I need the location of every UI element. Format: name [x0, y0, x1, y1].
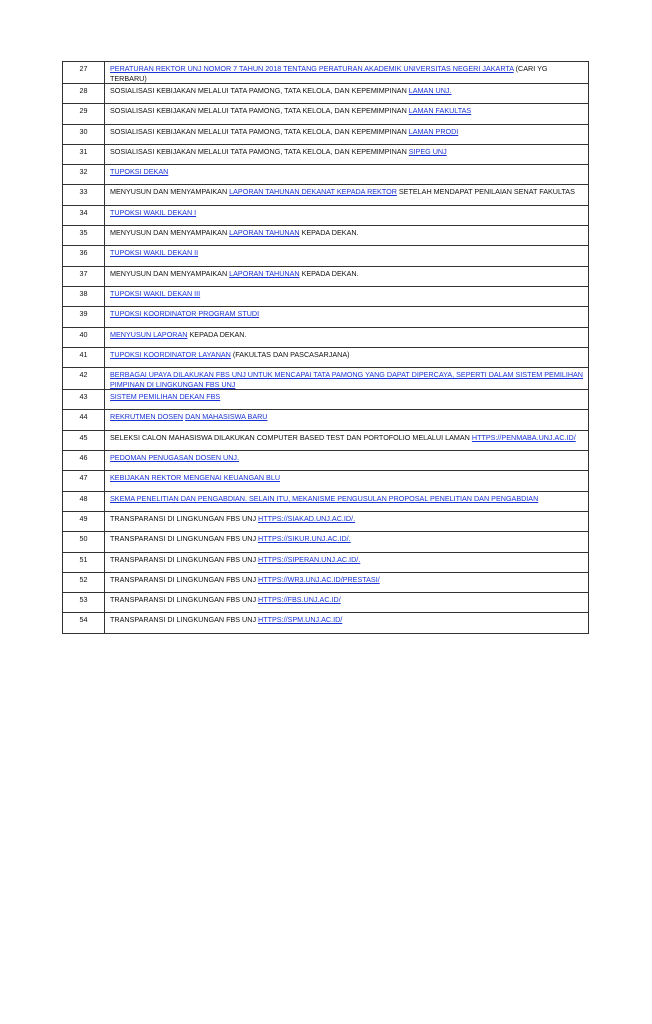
row-description [105, 451, 589, 471]
table-row [63, 266, 589, 286]
row-description [105, 613, 589, 633]
document-link[interactable]: MENYUSUN LAPORAN [110, 329, 188, 339]
row-number: 53 [63, 593, 105, 613]
row-number: 31 [63, 144, 105, 164]
document-link[interactable]: LAMAN UNJ. [408, 86, 452, 95]
row-text: TRANSPARANSI DI LINGKUNGAN FBS UNJ [110, 574, 259, 584]
table-row [63, 165, 589, 185]
row-number: 50 [63, 532, 105, 552]
document-link[interactable]: HTTPS://SPM.UNJ.AC.ID/ [258, 615, 343, 625]
row-description [105, 84, 589, 104]
table-row [63, 104, 589, 124]
row-description [105, 144, 589, 164]
row-number: 42 [63, 368, 105, 390]
document-link[interactable]: BERBAGAI UPAYA DILAKUKAN FBS UNJ UNTUK MENCAPAI TATA PAMONG YANG DAPAT DIPERCAYA, SEPERTI DALAM SISTEM PEMILIHAN PIMPINAN DI LINGKUNGAN FBS UNJ [110, 370, 583, 389]
row-text: SELEKSI CALON MAHASISWA DILAKUKAN COMPUTER BASED TEST DAN PORTOFOLIO MELALUI LAMAN [110, 432, 472, 442]
table-row [63, 368, 589, 390]
row-description [105, 572, 589, 592]
row-description [105, 165, 589, 185]
table-row [63, 511, 589, 531]
row-text: KEPADA DEKAN. [299, 228, 359, 238]
row-number: 54 [63, 613, 105, 633]
row-number: 48 [63, 491, 105, 511]
row-number: 43 [63, 390, 105, 410]
document-link[interactable]: TUPOKSI WAKIL DEKAN III [110, 288, 201, 298]
document-link[interactable]: HTTPS://SIKUR.UNJ.AC.ID/. [258, 534, 351, 544]
table-row [63, 491, 589, 511]
row-number: 33 [63, 185, 105, 205]
table-row [63, 185, 589, 205]
row-number: 44 [63, 410, 105, 430]
row-number: 38 [63, 286, 105, 306]
row-number: 52 [63, 572, 105, 592]
row-text: SOSIALISASI KEBIJAKAN MELALUI TATA PAMONG, TATA KELOLA, DAN KEPEMIMPINAN [110, 146, 409, 156]
table-row [63, 246, 589, 266]
row-description [105, 226, 589, 246]
table-row [63, 430, 589, 450]
row-text: MENYUSUN DAN MENYAMPAIKAN [110, 228, 230, 238]
row-description [105, 410, 589, 430]
row-number: 27 [63, 62, 105, 84]
row-description [105, 185, 589, 205]
row-description [105, 205, 589, 225]
row-number: 39 [63, 307, 105, 327]
row-number: 36 [63, 246, 105, 266]
row-description [105, 593, 589, 613]
row-description [105, 532, 589, 552]
row-number: 51 [63, 552, 105, 572]
row-text: KEPADA DEKAN. [187, 329, 247, 339]
row-description [105, 430, 589, 450]
row-text: SOSIALISASI KEBIJAKAN MELALUI TATA PAMONG, TATA KELOLA, DAN KEPEMIMPINAN [110, 106, 409, 116]
table-row [63, 226, 589, 246]
row-text: (FAKULTAS DAN PASCASARJANA) [230, 349, 350, 359]
row-number: 49 [63, 511, 105, 531]
row-description [105, 390, 589, 410]
row-text: KEPADA DEKAN. [299, 268, 359, 278]
table-row [63, 613, 589, 633]
document-link[interactable]: TUPOKSI KOORDINATOR LAYANAN [110, 349, 231, 359]
row-text: TRANSPARANSI DI LINGKUNGAN FBS UNJ [110, 595, 259, 605]
table-row [63, 286, 589, 306]
row-number: 30 [63, 124, 105, 144]
row-description [105, 347, 589, 367]
row-number: 35 [63, 226, 105, 246]
document-link[interactable]: SISTEM PEMILIHAN DEKAN FBS [110, 392, 221, 402]
row-text: SOSIALISASI KEBIJAKAN MELALUI TATA PAMONG, TATA KELOLA, DAN KEPEMIMPINAN [110, 86, 409, 95]
table-row [63, 593, 589, 613]
row-text: TRANSPARANSI DI LINGKUNGAN FBS UNJ [110, 513, 259, 523]
row-number: 34 [63, 205, 105, 225]
row-description [105, 307, 589, 327]
row-description [105, 491, 589, 511]
row-text: MENYUSUN DAN MENYAMPAIKAN [110, 268, 230, 278]
row-number: 28 [63, 84, 105, 104]
table-row [63, 327, 589, 347]
row-description [105, 266, 589, 286]
table-row [63, 144, 589, 164]
row-text: SETELAH MENDAPAT PENILAIAN SENAT FAKULTAS [396, 187, 575, 197]
row-text: SOSIALISASI KEBIJAKAN MELALUI TATA PAMONG, TATA KELOLA, DAN KEPEMIMPINAN [110, 126, 409, 136]
table-row [63, 552, 589, 572]
table-body [63, 62, 589, 634]
table-row [63, 124, 589, 144]
document-link[interactable]: HTTPS://PENMABA.UNJ.AC.ID/ [471, 432, 576, 442]
row-text: TRANSPARANSI DI LINGKUNGAN FBS UNJ [110, 554, 259, 564]
row-text: (CARI YG TERBARU) [110, 64, 548, 83]
row-text: MENYUSUN DAN MENYAMPAIKAN [110, 187, 230, 197]
row-text: TRANSPARANSI DI LINGKUNGAN FBS UNJ [110, 534, 259, 544]
row-description [105, 511, 589, 531]
document-link[interactable]: KEBIJAKAN REKTOR MENGENAI KEUANGAN BLU [110, 473, 281, 483]
document-link[interactable]: PEDOMAN PENUGASAN DOSEN UNJ. [110, 453, 239, 463]
document-link[interactable]: LAMAN FAKULTAS [408, 106, 472, 116]
row-number: 45 [63, 430, 105, 450]
document-link[interactable]: HTTPS://SIPERAN.UNJ.AC.ID/. [258, 554, 361, 564]
row-description [105, 124, 589, 144]
row-description [105, 62, 589, 84]
document-link[interactable]: LAPORAN TAHUNAN [229, 228, 300, 238]
document-link[interactable]: LAMAN PRODI [408, 126, 459, 136]
table-row [63, 84, 589, 104]
row-description [105, 286, 589, 306]
row-number: 40 [63, 327, 105, 347]
document-link[interactable]: TUPOKSI WAKIL DEKAN I [110, 207, 197, 217]
document-link[interactable]: TUPOKSI WAKIL DEKAN II [110, 248, 199, 258]
row-description [105, 552, 589, 572]
document-link[interactable]: TUPOKSI DEKAN [110, 167, 169, 177]
document-link[interactable]: DAN MAHASISWA BARU [185, 412, 268, 422]
table-row [63, 62, 589, 84]
document-link[interactable]: HTTPS://FBS.UNJ.AC.ID/ [258, 595, 341, 605]
document-link[interactable]: SKEMA PENELITIAN DAN PENGABDIAN. SELAIN ITU, MEKANISME PENGUSULAN PROPOSAL PENELITIAN DAN PENGABDIAN [110, 493, 539, 503]
document-link[interactable]: PERATURAN REKTOR UNJ NOMOR 7 TAHUN 2018 TENTANG PERATURAN AKADEMIK UNIVERSITAS NEGERI JAKARTA [110, 64, 514, 73]
table-row [63, 451, 589, 471]
table-row [63, 471, 589, 491]
row-description [105, 471, 589, 491]
document-link[interactable]: LAPORAN TAHUNAN [229, 268, 300, 278]
row-number: 37 [63, 266, 105, 286]
row-description [105, 327, 589, 347]
table-row [63, 532, 589, 552]
document-table [62, 61, 589, 634]
row-text: TRANSPARANSI DI LINGKUNGAN FBS UNJ [110, 615, 259, 625]
table-row [63, 307, 589, 327]
table-row [63, 347, 589, 367]
row-number: 29 [63, 104, 105, 124]
row-number: 32 [63, 165, 105, 185]
row-number: 46 [63, 451, 105, 471]
document-link[interactable]: LAPORAN TAHUNAN DEKANAT KEPADA REKTOR [229, 187, 397, 197]
document-link[interactable]: REKRUTMEN DOSEN [110, 412, 184, 422]
document-link[interactable]: SIPEG UNJ [408, 146, 447, 156]
row-number: 47 [63, 471, 105, 491]
row-description [105, 246, 589, 266]
document-link[interactable]: HTTPS://WR3.UNJ.AC.ID/PRESTASI/ [258, 574, 380, 584]
table-row [63, 390, 589, 410]
row-description [105, 104, 589, 124]
table-row [63, 410, 589, 430]
document-link[interactable]: TUPOKSI KOORDINATOR PROGRAM STUDI [110, 309, 260, 319]
row-number: 41 [63, 347, 105, 367]
table-row [63, 572, 589, 592]
table-row [63, 205, 589, 225]
document-link[interactable]: HTTPS://SIAKAD.UNJ.AC.ID/. [258, 513, 356, 523]
row-description [105, 368, 589, 390]
